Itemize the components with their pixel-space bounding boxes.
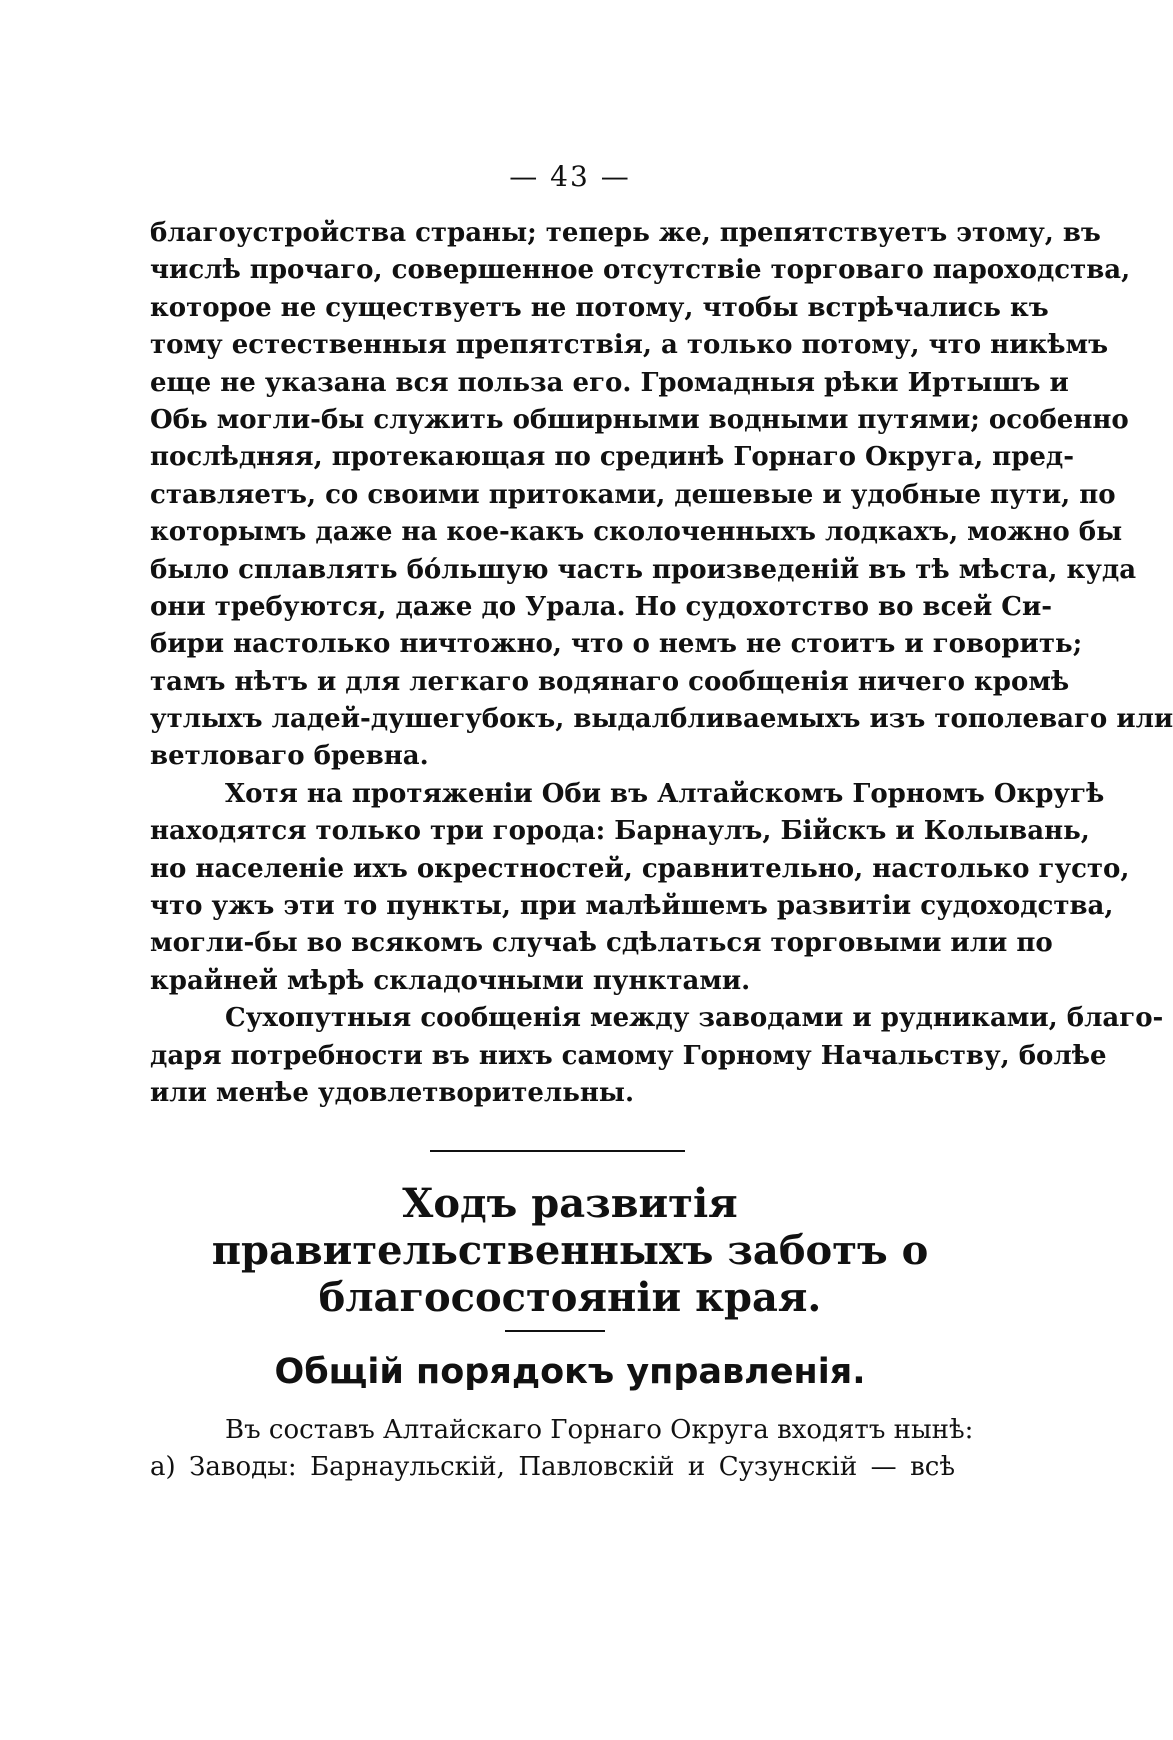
text-line: или менѣе удовлетворительны.: [150, 1077, 634, 1108]
text-line: утлыхъ ладей-душегубокъ, выдалбливаемыхъ изъ тополеваго или: [150, 704, 1173, 735]
text-line: благоустройства страны; теперь же, препятствуетъ этому, въ: [150, 218, 1101, 248]
text-line: но населеніе ихъ окрестностей, сравнительно, настолько густо,: [150, 853, 1130, 884]
text-line: а) Заводы: Барнаульскій, Павловскій и Сузунскій — всѣ: [150, 1452, 955, 1483]
section-title-line: правительственныхъ заботъ о: [211, 1227, 929, 1274]
text-line: могли-бы во всякомъ случаѣ сдѣлаться торговыми или по: [150, 928, 1053, 959]
text-line: ставляетъ, со своими притоками, дешевые и удобные пути, по: [150, 479, 1116, 510]
text-line: даря потребности въ нихъ самому Горному Начальству, болѣе: [150, 1040, 1107, 1071]
text-line: числѣ прочаго, совершенное отсутствіе торговаго пароходства,: [150, 255, 1131, 286]
text-line: они требуются, даже до Урала. Но судохотство во всей Си-: [150, 591, 1053, 622]
text-line: Сухопутныя сообщенія между заводами и рудниками, благо-: [225, 1003, 1164, 1034]
text-line: крайней мѣрѣ складочными пунктами.: [150, 965, 751, 996]
section-subtitle: Общій порядокъ управленія.: [274, 1352, 866, 1392]
section-title: [0, 1180, 1140, 1321]
section-divider: [430, 1150, 685, 1152]
text-line: что ужъ эти то пункты, при малѣйшемъ развитіи судоходства,: [150, 891, 1114, 922]
text-line: тамъ нѣтъ и для легкаго водянаго сообщенія ничего кромѣ: [150, 666, 1070, 697]
text-line: еще не указана вся польза его. Громадныя рѣки Иртышъ и: [150, 367, 1069, 398]
text-line: было сплавлять бо́льшую часть произведеній въ тѣ мѣста, куда: [150, 554, 1137, 585]
text-line: Хотя на протяженіи Оби въ Алтайскомъ Горномъ Округѣ: [225, 778, 1105, 809]
subtitle-divider: [505, 1330, 605, 1332]
page-number: — 43 —: [509, 160, 631, 193]
text-line: ветловаго бревна.: [150, 741, 429, 772]
text-line: Въ составъ Алтайскаго Горнаго Округа входятъ нынѣ:: [225, 1415, 974, 1445]
text-line: которымъ даже на кое-какъ сколоченныхъ лодкахъ, можно бы: [150, 517, 1123, 548]
text-line: послѣдняя, протекающая по срединѣ Горнаго Округа, пред-: [150, 442, 1075, 473]
section-title-line: Ходъ развитія: [402, 1180, 738, 1227]
text-line: бири настолько ничтожно, что о немъ не стоитъ и говорить;: [150, 629, 1083, 660]
text-line: которое не существуетъ не потому, чтобы встрѣчались къ: [150, 292, 1049, 323]
text-line: Обь могли-бы служить обширными водными путями; особенно: [150, 404, 1129, 435]
body-text: [150, 215, 1173, 1112]
section-title-line: благосостояніи края.: [318, 1274, 822, 1321]
text-line: тому естественныя препятствія, а только потому, что никѣмъ: [150, 330, 1109, 361]
tail-text: [150, 1412, 974, 1487]
text-line: находятся только три города: Барнаулъ, Бійскъ и Колывань,: [150, 816, 1090, 847]
